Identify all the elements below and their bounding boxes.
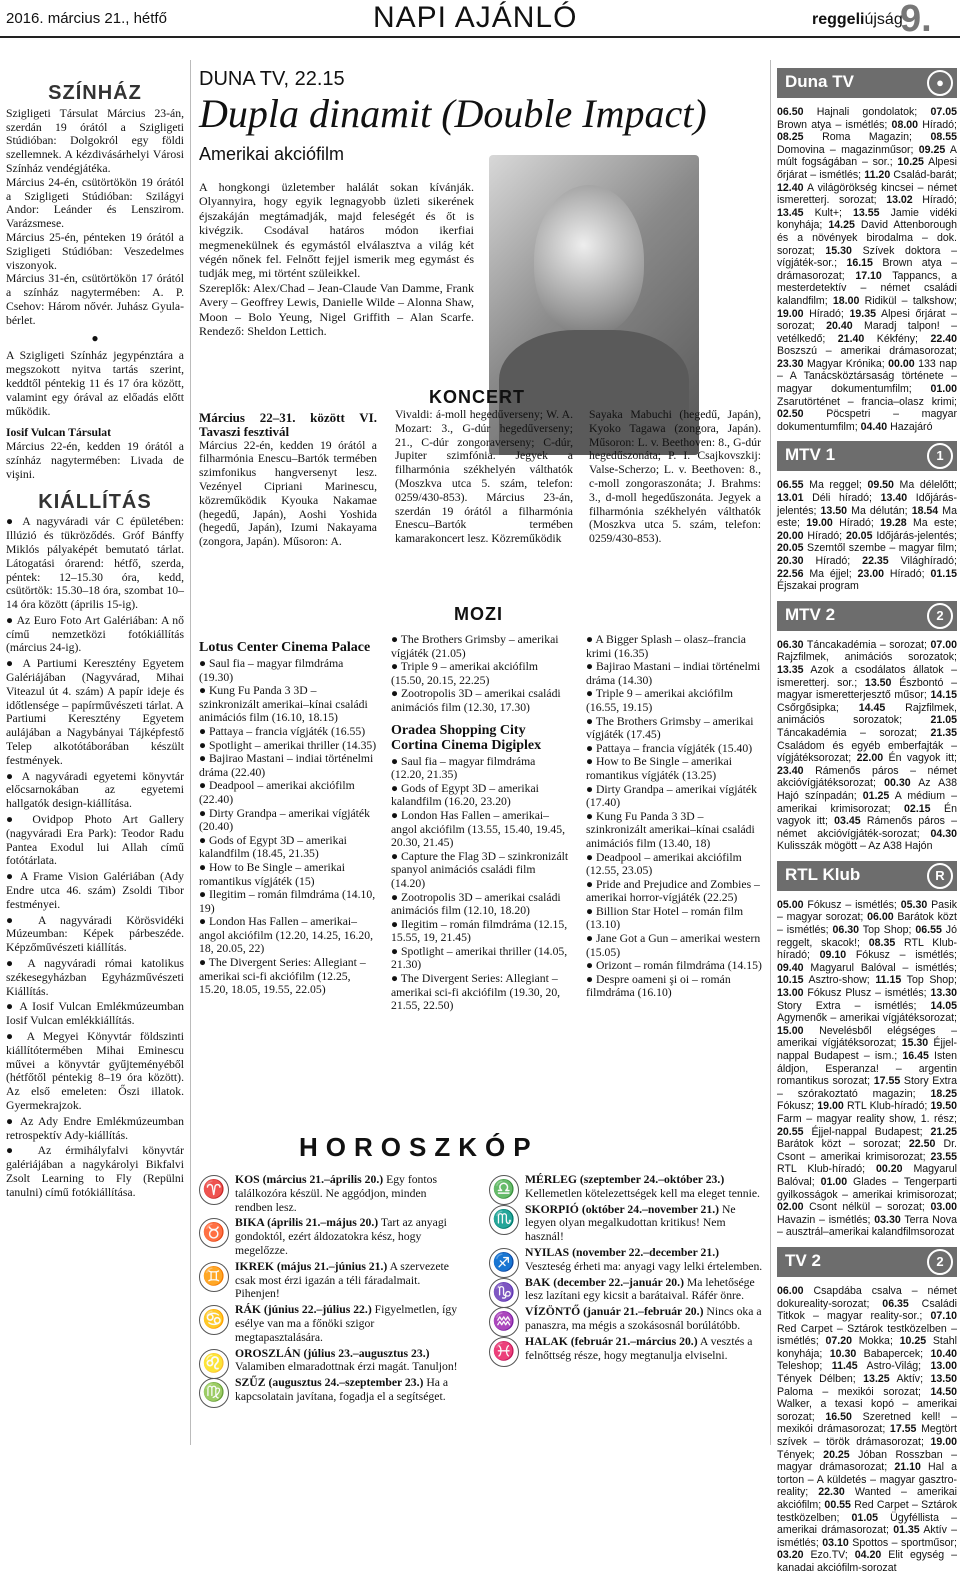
horoscope-entry bbox=[199, 1376, 461, 1404]
bullet-icon: ● bbox=[6, 613, 17, 627]
zodiac-name: NYILAS (november 22.–december 21.) bbox=[525, 1245, 720, 1259]
movie-item bbox=[391, 918, 571, 945]
movie-list bbox=[391, 755, 571, 1013]
tv-schedule: 06.00 Csapdába csalva – német dokureality-sorozat; 06.35 Családi Titkok – magyar reality-sor.; 07.10 Red Carpet – Sztárok testközelben – ismétlés; 07.20 Mokka; 10.25 Stahl konyhája; 10.30 Babapercek; 10.40 Teleshop; 11.45 Astro-Világ; 13.00 Tények Délben; 13.25 Aktív; 13.50 Paloma – mexikói sorozat; 14.50 Walker, a texasi kopó – amerikai sorozat; 16.50 Szeretned kell! – mexikói drámasorozat; 17.55 Megtört szívek – török drámasorozat; 19.00 Tények; 20.25 Jóban Rosszban – magyar drámasorozat; 21.10 Hal a torton – A küldetés – magyar gasztro-reality; 22.30 Wanted – amerikai akciófilm; 00.55 Red Carpet – Sztárok testközelben; 01.05 Ügyféllista – amerikai drámasorozat; 01.35 Aktív – ismétlés; 03.10 Spottos – sportműsor; 03.20 Ezo.TV; 04.20 Elit egység – kanadai akciófilm-sorozat bbox=[777, 1284, 958, 1574]
bullet-icon: ● bbox=[6, 1114, 20, 1128]
bullet-icon: ● bbox=[6, 515, 23, 529]
movie-text: Pride and Prejudice and Zombies – amerikai horror-vígjáték (22.25) bbox=[586, 877, 760, 905]
movie-item bbox=[199, 834, 379, 861]
zodiac-text: Egy fontos találkozóra készül. Ne aggódjon, minden rendben lesz. bbox=[235, 1173, 438, 1214]
movie-item bbox=[391, 755, 571, 782]
bullet-icon: ● bbox=[586, 904, 596, 918]
movie-text: Kung Fu Panda 3 3D – szinkronizált amerikai–kínai családi animációs film (13.40, 18) bbox=[586, 809, 755, 850]
bullet-icon: ● bbox=[586, 932, 596, 946]
cinema-col-3 bbox=[586, 633, 764, 1000]
zodiac-text: Ha a kapcsolatain javítana, fogadja el a segítséget. bbox=[235, 1376, 449, 1403]
actor-face bbox=[534, 185, 644, 335]
bullet-separator: ● bbox=[91, 330, 99, 345]
tv-channel-logo-icon: R bbox=[927, 863, 953, 889]
movie-item bbox=[199, 725, 379, 739]
zodiac-text: Nincs oka a panaszra, ma mégis a szokásosnál borúlátóbb. bbox=[525, 1305, 762, 1332]
bullet-icon: ● bbox=[391, 849, 401, 863]
exhibition-item bbox=[6, 770, 184, 811]
zodiac-sign-icon: ♋ bbox=[199, 1305, 229, 1335]
exhibition-list bbox=[6, 515, 184, 1199]
movie-text: Dirty Grandpa – amerikai vígjáték (20.40) bbox=[199, 806, 370, 834]
theatre-exhibition-column bbox=[6, 82, 184, 1447]
zodiac-text: A vesztés a felnőttség része, hogy megtanulja elviselni. bbox=[525, 1334, 753, 1362]
zodiac-name: SZŰZ (augusztus 24.–szeptember 23.) bbox=[235, 1376, 424, 1390]
bullet-icon: ● bbox=[199, 724, 209, 738]
zodiac-sign-icon: ♎ bbox=[489, 1175, 519, 1205]
film-description bbox=[199, 180, 474, 338]
exhibition-item bbox=[6, 1000, 184, 1028]
bullet-icon: ● bbox=[199, 684, 209, 698]
movie-item bbox=[586, 715, 764, 742]
bullet-icon: ● bbox=[586, 850, 596, 864]
movie-list bbox=[586, 633, 764, 1000]
film-cast: Szereplők: Alex/Chad – Jean-Claude Van Damme, Frank Avery – Geoffrey Lewis, Danielle Wilde – Alonna Shaw, Moon – Bolo Yeung, Nigel Griffith – Alan Scarfe. Rendező: Sheldon Lettich. bbox=[199, 280, 474, 339]
zodiac-sign-icon: ♓ bbox=[489, 1337, 519, 1367]
zodiac-text: Ma lehetősége lesz lazítani egy kicsit a barátaival. Ráfér önre. bbox=[525, 1275, 755, 1303]
movie-item bbox=[586, 973, 764, 1000]
bullet-icon: ● bbox=[586, 687, 596, 701]
tv-channel-header bbox=[777, 1247, 957, 1277]
exhibition-heading: KIÁLLÍTÁS bbox=[38, 490, 152, 513]
movie-text: Gods of Egypt 3D – amerikai kalandfilm (16.20, 23.20) bbox=[391, 781, 539, 809]
movie-item bbox=[391, 633, 571, 660]
zodiac-text: A szervezete csak most érzi igazán a téli fáradalmait. Pihenjen! bbox=[235, 1259, 449, 1301]
movie-text: Pattaya – francia vígjáték (15.40) bbox=[595, 741, 753, 755]
movie-text: Jane Got a Gun – amerikai western (15.05) bbox=[586, 932, 761, 959]
movie-item bbox=[586, 932, 764, 959]
tv-schedule: 06.55 Ma reggel; 09.50 Ma délelőtt; 13.01 Déli híradó; 13.40 Időjárás-jelentés; 13.50 Ma délután; 18.54 Ma este; 19.00 Híradó; 19.28 Ma este; 20.00 Híradó; 20.05 Időjárás-jelentés; 20.05 Szemtől szembe – magyar film; 20.30 Híradó; 22.35 Világhíradó; 22.56 Ma éjjel; 23.00 Híradó; 01.15 Éjszakai program bbox=[777, 479, 957, 593]
horoscope-entry bbox=[489, 1335, 767, 1363]
bullet-icon: ● bbox=[391, 972, 401, 986]
movie-item bbox=[586, 905, 764, 932]
exhibition-item bbox=[6, 870, 184, 911]
theatre-item: Szigligeti Társulat Március 23-án, szerdán 19 órától a Szigligeti Stúdióban: Dolgokról egy földi szellemnek. A kézdivásárhelyi Városi Színház vendégjátéka. bbox=[6, 106, 184, 175]
movie-item bbox=[391, 891, 571, 918]
bullet-icon: ● bbox=[586, 972, 596, 986]
page-header bbox=[0, 0, 960, 38]
movie-text: Capture the Flag 3D – szinkronizált spanyol animációs családi film (14.20) bbox=[391, 849, 569, 890]
horoscope-entry bbox=[199, 1303, 461, 1344]
film-title: Dupla dinamit (Double Impact) bbox=[199, 91, 707, 136]
movie-text: Pattaya – francia vígjáték (16.55) bbox=[208, 724, 366, 738]
zodiac-sign-icon: ♉ bbox=[199, 1218, 229, 1248]
movie-text: The Divergent Series: Allegiant – amerikai sci-fi akciófilm (19.30, 20, 21.55, 22.50) bbox=[391, 972, 561, 1013]
movie-item bbox=[199, 956, 379, 997]
exhibition-text: A nagyváradi római katolikus székesegyházban Egyházművészeti Kiállítás. bbox=[6, 957, 184, 998]
bullet-icon: ● bbox=[586, 741, 596, 755]
theatre-heading: SZÍNHÁZ bbox=[48, 82, 142, 104]
bullet-icon: ● bbox=[391, 687, 401, 701]
zodiac-text: Figyelmetlen, így esélye van ma a főnöki szigor megtapasztalására. bbox=[235, 1303, 458, 1344]
zodiac-sign-icon: ♒ bbox=[489, 1307, 519, 1337]
movie-item bbox=[586, 660, 764, 687]
bullet-icon: ● bbox=[391, 917, 401, 931]
movie-text: The Brothers Grimsby – amerikai vígjáték (17.45) bbox=[586, 714, 754, 742]
bullet-icon: ● bbox=[391, 808, 401, 822]
horoscope-entry bbox=[199, 1260, 461, 1301]
bullet-icon: ● bbox=[199, 752, 209, 766]
movie-text: Zootropolis 3D – amerikai családi animációs film (12.10, 18.20) bbox=[391, 890, 561, 918]
bullet-icon: ● bbox=[586, 782, 596, 796]
movie-item bbox=[586, 742, 764, 756]
zodiac-name: VÍZÖNTŐ (január 21.–február 20.) bbox=[525, 1305, 704, 1319]
tv-listings bbox=[777, 68, 958, 1574]
bullet-icon: ● bbox=[391, 633, 401, 646]
zodiac-sign-icon: ♑ bbox=[489, 1278, 519, 1308]
movie-text: A Bigger Splash – olasz–francia krimi (16.35) bbox=[586, 633, 746, 660]
bullet-icon: ● bbox=[199, 657, 209, 670]
movie-item bbox=[586, 810, 764, 851]
movie-item bbox=[199, 684, 379, 725]
brand-part-a: reggeli bbox=[812, 11, 865, 28]
zodiac-name: BIKA (április 21.–május 20.) bbox=[235, 1216, 379, 1230]
movie-text: Zootropolis 3D – amerikai családi animációs film (12.30, 17.30) bbox=[391, 687, 561, 714]
bullet-icon: ● bbox=[199, 738, 209, 752]
movie-list bbox=[391, 633, 571, 715]
movie-text: The Brothers Grimsby – amerikai vígjáték (21.05) bbox=[391, 633, 559, 660]
tv-channel-name: MTV 2 bbox=[785, 604, 836, 624]
movie-text: Bajirao Mastani – indiai történelmi dráma (14.30) bbox=[586, 660, 761, 687]
movie-item bbox=[586, 878, 764, 905]
bullet-icon: ● bbox=[6, 657, 23, 671]
cinema-name: Lotus Center Cinema Palace bbox=[199, 640, 371, 655]
zodiac-sign-icon: ♍ bbox=[199, 1378, 229, 1408]
bullet-icon: ● bbox=[586, 755, 596, 769]
bullet-icon: ● bbox=[391, 944, 401, 958]
tv-channel-logo-icon: 2 bbox=[927, 603, 953, 629]
theatre-item: Március 22-én, kedden 19 órától a színház nagytermében: Livada de vişini. bbox=[6, 440, 184, 481]
bullet-icon: ● bbox=[199, 956, 209, 970]
exhibition-text: A nagyváradi vár C épületében: Illúzió és tükröződés. Gróf Bánffy Miklós pályaképét bemutató tárlat. Látogatási órarend: hétfő, szerda, péntek: 12–15.30 óra, kedd, csütörtök: 15.30–18 óra, szombat 10–14 óra között (április 15-ig). bbox=[6, 515, 184, 612]
movie-list bbox=[199, 657, 379, 997]
bullet-icon: ● bbox=[6, 813, 33, 827]
film-channel-time: DUNA TV, 22.15 bbox=[199, 68, 345, 90]
horoscope-col-2 bbox=[489, 1173, 767, 1364]
film-synopsis: A hongkongi üzletember halálát sokan kívánják. Olyannyira, hogy egyik legnagyobb üzleti sikerének éjszakáján megtámadják, majd feleségét és őt is kivégzik. Csodával határos módon ikerfiai megmenekülnek és egymástól elválasztva a világ két végén nőnek fel. Felnőtt fejjel ismerik meg egymást és tudják meg, mi történt szüleikkel. bbox=[199, 180, 474, 281]
movie-item bbox=[199, 861, 379, 888]
zodiac-sign-icon: ♈ bbox=[199, 1175, 229, 1205]
tv-channel-name: Duna TV bbox=[785, 72, 854, 91]
exhibition-text: A Partiumi Keresztény Egyetem Galériájában (Nagyvárad, Mihai Viteazul út 4. szám) A papír ideje és időtlensége – papírművészeti tárlat. A Partiumi Keresztény Egyetem aulájában a Nagybányai Tájképfestő Telep alkotótáborában készült festmények. bbox=[6, 657, 184, 767]
zodiac-text: Ne legyen olyan megalkudottan kritikus! Nem használ! bbox=[525, 1202, 736, 1244]
bullet-icon: ● bbox=[199, 860, 209, 874]
horoscope-entry bbox=[489, 1173, 767, 1201]
cinema-section bbox=[199, 600, 762, 1120]
exhibition-text: Ovidpop Photo Art Gallery (nagyváradi Era Park): Teodor Radu Pantea Exodul lui Allah című fotótárlata. bbox=[6, 813, 184, 868]
bullet-icon: ● bbox=[199, 915, 209, 929]
bullet-icon: ● bbox=[6, 913, 38, 927]
section-title: NAPI AJÁNLÓ bbox=[373, 1, 578, 34]
company-heading: Iosif Vulcan Társulat bbox=[6, 426, 112, 440]
festival-heading: Március 22–31. között VI. Tavaszi fesztivál bbox=[199, 410, 377, 439]
column-divider bbox=[770, 60, 771, 1445]
movie-text: Dirty Grandpa – amerikai vígjáték (17.40) bbox=[586, 782, 757, 810]
concert-text: Március 22-én, kedden 19 órától a filharmónia Enescu–Bartók termében szimfonikus hangversenyt lesz. Vezényel Cipriani Marinescu, közreműködik Kyouka Nakamae (hegedű, Japán), Aoshi Yoshida (hegedű, Japán), Izumi Nakayama (zongora, Japán). Műsoron: A. bbox=[199, 438, 377, 549]
movie-text: Saul fia – magyar filmdráma (12.20, 21.35) bbox=[391, 754, 536, 782]
zodiac-name: MÉRLEG (szeptember 24.–október 23.) bbox=[525, 1173, 725, 1186]
theatre-item: Március 24-én, csütörtökön 19 órától a Szigligeti Stúdióban: Szilágyi Andor: Leánder és Lenszirom. Varázsmese. bbox=[6, 175, 184, 231]
movie-item bbox=[391, 782, 571, 809]
concert-heading: KONCERT bbox=[429, 387, 525, 407]
zodiac-text: Tart az anyagi gondoktól, ezért áldozatokra kész, hogy megelőzze. bbox=[235, 1216, 447, 1257]
bullet-icon: ● bbox=[199, 806, 209, 820]
exhibition-text: A nagyváradi Körösvidéki Múzeumban: Képek párbeszéde. Képzőművészeti kiállítás. bbox=[6, 913, 184, 955]
horoscope-entry bbox=[199, 1173, 461, 1214]
movie-item bbox=[586, 851, 764, 878]
bullet-icon: ● bbox=[6, 957, 28, 971]
tv-channel-name: MTV 1 bbox=[785, 445, 836, 465]
movie-text: How to Be Single – amerikai romantikus vígjáték (15) bbox=[199, 860, 345, 888]
movie-text: Gods of Egypt 3D – amerikai kalandfilm (18.45, 21.35) bbox=[199, 833, 347, 861]
horoscope-entry bbox=[199, 1347, 461, 1375]
movie-item bbox=[199, 657, 379, 684]
tv-schedule: 05.00 Fókusz – ismétlés; 05.30 Pasik – magyar sorozat; 06.00 Barátok közt – ismétlés; 06.30 Top Shop; 06.55 Jó reggelt, skacok!; 08.35 RTL Klub-híradó; 09.10 Fókusz – ismétlés; 09.40 Magyarul Balóval – ismétlés; 10.15 Asztro-show; 11.15 Top Shop; 13.00 Fókusz Plusz – ismétlés; 13.30 Story Extra – ismétlés; 14.05 Agymenők – amerikai vígjátéksorozat; 15.00 Nevelésből elégséges – amerikai vígjátéksorozat; 15.30 Éjjel-nappal Budapest – ism.; 16.45 Isten áldjon, Esperanza! – argentin romantikus sorozat; 17.55 Story Extra – szórakoztató magazin; 18.25 Fókusz; 19.00 RTL Klub-híradó; 19.50 Farm – magyar reality show, 1. rész; 20.55 Éjjel-nappal Budapest; 21.25 Barátok közt – sorozat; 22.50 Dr. Csont – amerikai krimisorozat; 23.55 RTL Klub-híradó; 00.20 Magyarul Balóval; 01.00 Glades – Tengerparti gyilkosságok – amerikai krimisorozat; 02.00 Csont nélkül – sorozat; 03.00 Havazin – ismétlés; 03.30 Terra Nova – ausztrál–amerikai kalandfilmsorozat bbox=[777, 898, 958, 1239]
bullet-icon: ● bbox=[586, 959, 596, 973]
exhibition-item bbox=[6, 957, 184, 998]
tv-channel-logo-icon: 2 bbox=[927, 1249, 953, 1275]
exhibition-item bbox=[6, 1115, 184, 1143]
horoscope-entry bbox=[489, 1276, 767, 1304]
theatre-item: Március 31-én, csütörtökön 17 órától a színház nagytermében: A. P. Csehov: Három nővér. Juhász Gyula-bérlet. bbox=[6, 272, 184, 327]
cinema-name: Oradea Shopping City Cortina Cinema Digiplex bbox=[391, 722, 542, 753]
movie-item bbox=[391, 660, 571, 687]
concert-section bbox=[199, 383, 759, 593]
exhibition-item bbox=[6, 657, 184, 767]
movie-text: Deadpool – amerikai akciófilm (12.55, 23.05) bbox=[586, 850, 742, 878]
horoscope-entry bbox=[199, 1216, 461, 1257]
movie-item bbox=[199, 915, 379, 956]
horoscope-heading: HOROSZKÓP bbox=[299, 1132, 539, 1162]
horoscope-entry bbox=[489, 1305, 767, 1333]
movie-text: Orizont – román filmdráma (14.15) bbox=[595, 959, 762, 973]
zodiac-name: SKORPIÓ (október 24.–november 21.) bbox=[525, 1202, 720, 1216]
bullet-icon: ● bbox=[6, 769, 22, 783]
movie-text: Triple 9 – amerikai akciófilm (16.55, 19.15) bbox=[586, 687, 733, 714]
movie-item bbox=[199, 807, 379, 834]
movie-item bbox=[391, 850, 571, 891]
exhibition-item bbox=[6, 914, 184, 955]
tv-channel-header bbox=[777, 441, 957, 471]
movie-text: The Divergent Series: Allegiant – amerikai sci-fi akciófilm (12.25, 15.20, 18.05, 19.55, 22.05) bbox=[199, 956, 366, 997]
movie-text: Bajirao Mastani – indiai történelmi dráma (22.40) bbox=[199, 752, 374, 779]
tv-channel-header bbox=[777, 601, 957, 631]
zodiac-sign-icon: ♌ bbox=[199, 1349, 229, 1379]
movie-item bbox=[199, 752, 379, 779]
film-genre: Amerikai akciófilm bbox=[199, 144, 345, 164]
bullet-icon: ● bbox=[586, 714, 596, 728]
exhibition-item bbox=[6, 813, 184, 868]
movie-item bbox=[199, 739, 379, 753]
movie-text: Saul fia – magyar filmdráma (19.30) bbox=[199, 657, 344, 684]
bullet-icon: ● bbox=[391, 660, 401, 674]
zodiac-name: IKREK (május 21.–június 21.) bbox=[235, 1259, 388, 1273]
bullet-icon: ● bbox=[6, 1144, 38, 1158]
movie-text: Spotlight – amerikai thriller (14.05, 21.30) bbox=[391, 944, 568, 972]
zodiac-sign-icon: ♏ bbox=[489, 1205, 519, 1235]
brand-part-b: újság bbox=[864, 11, 903, 28]
tv-schedule: 06.50 Hajnali gondolatok; 07.05 Brown atya – ismétlés; 08.00 Híradó; 08.25 Roma Magazin; 08.55 Domovina – magazinműsor; 09.25 A múlt fogságában – sor.; 10.25 Alpesi őrjárat – ismétlés; 11.20 Család-barát; 12.40 A világörökség kincsei – német ismeretterj. sorozat; 13.02 Híradó; 13.45 Kult+; 13.55 Jamie vidéki konyhája; 14.25 David Attenborough és a növények birodalma – dok. sorozat; 15.30 Szívek doktora – vígjáték-sor.; 16.15 Brown atya – drámasorozat; 17.10 Tappancs, a mesterdetektív – német családi kalandfilm; 18.00 Ridikül – talkshow; 19.00 Híradó; 19.35 Alpesi őrjárat – sorozat; 20.40 Maradj talpon! – vetélkedő; 21.40 Kékfény; 22.40 Boszszú – amerikai drámasorozat; 23.30 Magyar Krónika; 00.00 133 nap – A Tanácsköztársaság története – magyar dokumentumfilm; 01.00 Zsarutörténet – francia–olasz krimi; 02.50 Pöcspetri – magyar dokumentumfilm; 04.40 Hazajáró bbox=[777, 106, 958, 433]
bullet-icon: ● bbox=[586, 809, 596, 823]
exhibition-text: A Megyei Könyvtár földszinti kiállítótermében Mihai Eminescu művei a könyvtár gyűjteményéből (hétfőtől péntekig 8–19 óra között). Az első emeleten: Őszi illatok. Gyermekrajzok. bbox=[6, 1030, 184, 1112]
issue-date: 2016. március 21., hétfő bbox=[6, 10, 167, 27]
horoscope-entry bbox=[489, 1203, 767, 1244]
horoscope-col-1 bbox=[199, 1173, 461, 1406]
cinema-col-2 bbox=[391, 633, 571, 1013]
movie-text: London Has Fallen – amerikai–angol akciófilm (13.55, 15.40, 19.45, 20.30, 21.45) bbox=[391, 808, 565, 850]
movie-text: How to Be Single – amerikai romantikus vígjáték (13.25) bbox=[586, 755, 732, 782]
concert-col-2: Vivaldi: á-moll hegedűverseny; W. A. Mozart: 3., G-dúr hegedűverseny; 21., C-dúr zongoraverseny; C-dúr, Jupiter szimfónia. Jegyek a filharmónia székhelyén válthatók (Moszkva utca 5. szám, telefon: 0259/430-853). Március 23-án, szerdán 19 órától a filharmónia Enescu–Bartók termében kamarakoncert lesz. Közreműködik bbox=[395, 408, 573, 546]
movie-text: Despre oameni şi oi – román filmdráma (16.10) bbox=[586, 972, 731, 1000]
movie-item bbox=[391, 945, 571, 972]
bullet-icon: ● bbox=[586, 660, 596, 674]
zodiac-text: Kellemetlen kötelezettségek kell ma eleget tennie. bbox=[525, 1186, 760, 1200]
movie-item bbox=[586, 633, 764, 660]
movie-text: Kung Fu Panda 3 3D – szinkronizált amerikai–kínai családi animációs film (16.10, 18.15) bbox=[199, 684, 368, 725]
zodiac-sign-icon: ♐ bbox=[489, 1248, 519, 1278]
movie-text: Ilegitim – román filmdráma (14.10, 19) bbox=[199, 888, 376, 915]
tv-schedule: 06.30 Táncakadémia – sorozat; 07.00 Rajzfilmek, animációs sorozatok; 13.35 Azok a csodálatos állatok – ismeretterj. sor.; 13.50 Észbontó – magyar ismeretterjesztő műsor; 14.15 Csőrgősipka; 14.45 Rajzfilmek, animációs sorozatok; 21.05 Táncakadémia – sorozat; 21.35 Családom és egyéb emberfajták – vígjátéksorozat; 22.00 Én vagyok itt; 23.40 Rámenős páros – német akcióvígjátéksorozat; 00.30 Az A38 Hajó színpadán; 01.25 A médium – amerikai krimisorozat; 02.15 Én vagyok itt; 03.45 Rámenős páros – német akcióvígjáték-sorozat; 04.30 Kulisszák mögött – Az A38 Hajón bbox=[777, 638, 958, 853]
cinema-heading: MOZI bbox=[454, 604, 503, 624]
exhibition-text: Az Euro Foto Art Galériában: A nő című nemzetközi fotókiállítás (március 24-ig). bbox=[6, 613, 184, 655]
theatre-ticket-info: A Szigligeti Színház jegypénztára a megszokott nyitva tartás szerint, keddtől péntekig 11 és 17 óra között, valamint egy órával az előadás előtt működik. bbox=[6, 349, 184, 418]
bullet-icon: ● bbox=[6, 1030, 27, 1043]
concert-col-1 bbox=[199, 411, 377, 549]
bullet-icon: ● bbox=[391, 781, 401, 795]
bullet-icon: ● bbox=[391, 754, 401, 768]
tv-channel-name: TV 2 bbox=[785, 1250, 821, 1270]
movie-text: Spotlight – amerikai thriller (14.35) bbox=[208, 738, 377, 752]
exhibition-text: Az érmihályfalvi könyvtár galériájában a nagykárolyi Bikfalvi Zsolt Learning to Fly (Repülni tanulni) című fotókiállítása. bbox=[6, 1144, 184, 1199]
movie-item bbox=[199, 779, 379, 806]
tv-channel-header bbox=[777, 68, 957, 98]
movie-text: Billion Star Hotel – román film (13.10) bbox=[586, 904, 744, 932]
exhibition-text: A Frame Vision Galériában (Ady Endre utca 46. szám) Zsoldi Tibor festményei. bbox=[6, 870, 184, 911]
cinema-col-1 bbox=[199, 640, 379, 997]
tv-channel-header bbox=[777, 861, 957, 891]
zodiac-name: KOS (március 21.–április 20.) bbox=[235, 1173, 384, 1186]
horoscope-section bbox=[199, 1128, 769, 1448]
movie-item bbox=[391, 809, 571, 850]
zodiac-name: RÁK (június 22.–július 22.) bbox=[235, 1303, 372, 1317]
theatre-item: Március 25-én, pénteken 19 órától a Szigligeti Stúdióban: Veszedelmes viszonyok. bbox=[6, 230, 184, 272]
movie-item bbox=[586, 687, 764, 714]
column-divider bbox=[190, 60, 191, 1445]
exhibition-item bbox=[6, 1030, 184, 1113]
tv-channel-logo-icon: ● bbox=[927, 70, 953, 96]
bullet-icon: ● bbox=[199, 779, 209, 793]
exhibition-item bbox=[6, 614, 184, 655]
movie-text: Triple 9 – amerikai akciófilm (15.50, 20.15, 22.25) bbox=[391, 660, 538, 687]
bullet-icon: ● bbox=[391, 890, 401, 904]
movie-item bbox=[391, 972, 571, 1013]
exhibition-text: A nagyváradi egyetemi könyvtár előcsarnokában az egyetemi hallgatók design-kiállítása. bbox=[6, 769, 184, 811]
zodiac-text: Valamiben elmaradottnak érzi magát. Tanuljon! bbox=[235, 1360, 458, 1374]
exhibition-item bbox=[6, 1144, 184, 1199]
bullet-icon: ● bbox=[6, 1000, 20, 1014]
movie-item bbox=[586, 959, 764, 973]
zodiac-name: BAK (december 22.–január 20.) bbox=[525, 1275, 684, 1289]
exhibition-text: A Iosif Vulcan Emlékmúzeumban Iosif Vulcan emlékkiállítás. bbox=[6, 1000, 184, 1028]
tv-channel-name: RTL Klub bbox=[785, 864, 861, 884]
bullet-icon: ● bbox=[199, 888, 209, 902]
brand-logo bbox=[812, 11, 903, 29]
exhibition-text: Az Ady Endre Emlékmúzeumban retrospektív Ady-kiállítás. bbox=[6, 1114, 184, 1142]
horoscope-entry bbox=[489, 1246, 767, 1274]
movie-item bbox=[586, 755, 764, 782]
movie-text: Ilegitim – román filmdráma (12.15, 15.55, 19, 21.45) bbox=[391, 917, 568, 945]
exhibition-item bbox=[6, 515, 184, 612]
zodiac-sign-icon: ♊ bbox=[199, 1262, 229, 1292]
movie-text: Deadpool – amerikai akciófilm (22.40) bbox=[199, 779, 355, 806]
bullet-icon: ● bbox=[586, 877, 596, 891]
zodiac-name: HALAK (február 21.–március 20.) bbox=[525, 1334, 698, 1348]
bullet-icon: ● bbox=[6, 870, 20, 884]
page-number: 9. bbox=[900, 0, 932, 40]
tv-channel-logo-icon: 1 bbox=[927, 443, 953, 469]
movie-item bbox=[199, 888, 379, 915]
movie-text: London Has Fallen – amerikai–angol akciófilm (12.20, 14.25, 16.20, 18, 20.05, 22) bbox=[199, 915, 373, 956]
movie-item bbox=[391, 687, 571, 714]
zodiac-name: OROSZLÁN (július 23.–augusztus 23.) bbox=[235, 1346, 430, 1360]
bullet-icon: ● bbox=[199, 833, 209, 847]
concert-col-3: Sayaka Mabuchi (hegedű, Japán), Kyoko Tagawa (zongora, Japán). Műsoron: L. v. Beethoven: 8., G-dúr hegedűszonáta; P. I. Csajkovszkij: Valse-Scherzo; L. v. Beethoven: 8., c-moll zongoraszonáta; J. Brahms: 3., d-moll hegedűszonáta. Jegyek a filharmónia székhelyén válthatók (Moszkva utca 5. szám, telefon: 0259/430-853). bbox=[589, 408, 761, 546]
bullet-icon: ● bbox=[586, 633, 596, 646]
movie-item bbox=[586, 783, 764, 810]
zodiac-text: Veszteség érheti ma: anyagi vagy lelki értelemben. bbox=[525, 1259, 763, 1273]
